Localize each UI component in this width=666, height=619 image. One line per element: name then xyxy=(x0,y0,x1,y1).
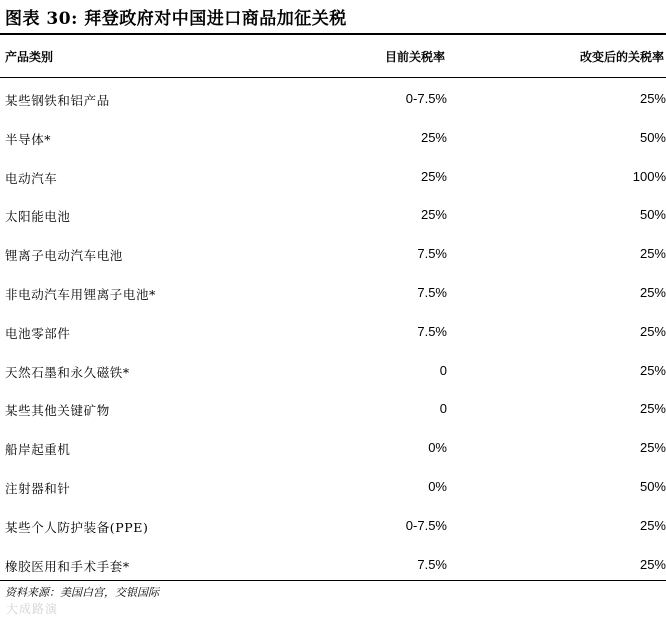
cell-category: 电动汽车 xyxy=(5,170,58,186)
cell-current-rate: 25% xyxy=(420,207,447,223)
header-category: 产品类别 xyxy=(5,50,54,64)
cell-new-rate: 50% xyxy=(639,478,666,494)
cell-current-rate: 0 xyxy=(439,401,447,417)
source-note: 资料来源：美国白宫，交银国际 xyxy=(5,586,159,599)
table-row xyxy=(0,312,666,351)
cell-new-rate: 100% xyxy=(632,168,666,184)
cell-current-rate: 0% xyxy=(428,478,447,494)
cell-current-rate: 7.5% xyxy=(417,284,447,300)
cell-new-rate: 25% xyxy=(639,440,666,456)
cell-current-rate: 25% xyxy=(420,129,447,145)
cell-current-rate: 0 xyxy=(439,362,447,378)
cell-current-rate: 25% xyxy=(420,168,447,184)
cell-new-rate: 25% xyxy=(639,284,666,300)
cell-category: 太阳能电池 xyxy=(5,209,71,225)
table-row xyxy=(0,234,666,273)
table-row xyxy=(0,389,666,428)
cell-new-rate: 25% xyxy=(639,401,666,417)
cell-new-rate: 25% xyxy=(639,323,666,339)
cell-current-rate: 0-7.5% xyxy=(405,91,447,106)
figure-title: 图表 30: 拜登政府对中国进口商品加征关税 xyxy=(5,9,347,29)
cell-new-rate: 25% xyxy=(639,362,666,378)
header-current-rate: 目前关税率 xyxy=(384,50,445,64)
cell-category: 锂离子电动汽车电池 xyxy=(5,248,123,264)
cell-current-rate: 0-7.5% xyxy=(405,517,447,533)
cell-category: 某些其他关键矿物 xyxy=(5,403,110,419)
table-row xyxy=(0,79,666,118)
cell-new-rate: 50% xyxy=(639,207,666,223)
cell-category: 半导体* xyxy=(5,131,52,147)
table-row xyxy=(0,428,666,467)
cell-new-rate: 25% xyxy=(639,91,666,106)
cell-new-rate: 25% xyxy=(639,556,666,572)
cell-category: 橡胶医用和手术手套* xyxy=(5,558,130,574)
table-row xyxy=(0,195,666,234)
cell-category: 某些个人防护装备(PPE) xyxy=(5,519,149,535)
table-row xyxy=(0,506,666,545)
cell-current-rate: 7.5% xyxy=(417,246,447,262)
cell-current-rate: 7.5% xyxy=(417,556,447,572)
cell-category: 电池零部件 xyxy=(5,325,71,341)
cell-category: 船岸起重机 xyxy=(5,442,71,458)
table-row xyxy=(0,157,666,196)
table-row xyxy=(0,273,666,312)
table-row xyxy=(0,545,666,584)
cell-new-rate: 25% xyxy=(639,517,666,533)
watermark: 大成路演 xyxy=(6,602,59,616)
cell-category: 天然石墨和永久磁铁* xyxy=(5,364,130,380)
table-row xyxy=(0,467,666,506)
cell-new-rate: 25% xyxy=(639,246,666,262)
cell-new-rate: 50% xyxy=(639,129,666,145)
table-header xyxy=(0,35,666,77)
table-body xyxy=(0,79,666,583)
cell-category: 非电动汽车用锂离子电池* xyxy=(5,286,156,302)
header-new-rate: 改变后的关税率 xyxy=(579,50,664,64)
header-rule xyxy=(0,77,666,78)
cell-category: 某些钢铁和铝产品 xyxy=(5,93,110,108)
table-row xyxy=(0,351,666,390)
cell-current-rate: 0% xyxy=(428,440,447,456)
table-row xyxy=(0,118,666,157)
cell-category: 注射器和针 xyxy=(5,480,71,496)
cell-current-rate: 7.5% xyxy=(417,323,447,339)
bottom-rule xyxy=(0,580,666,581)
